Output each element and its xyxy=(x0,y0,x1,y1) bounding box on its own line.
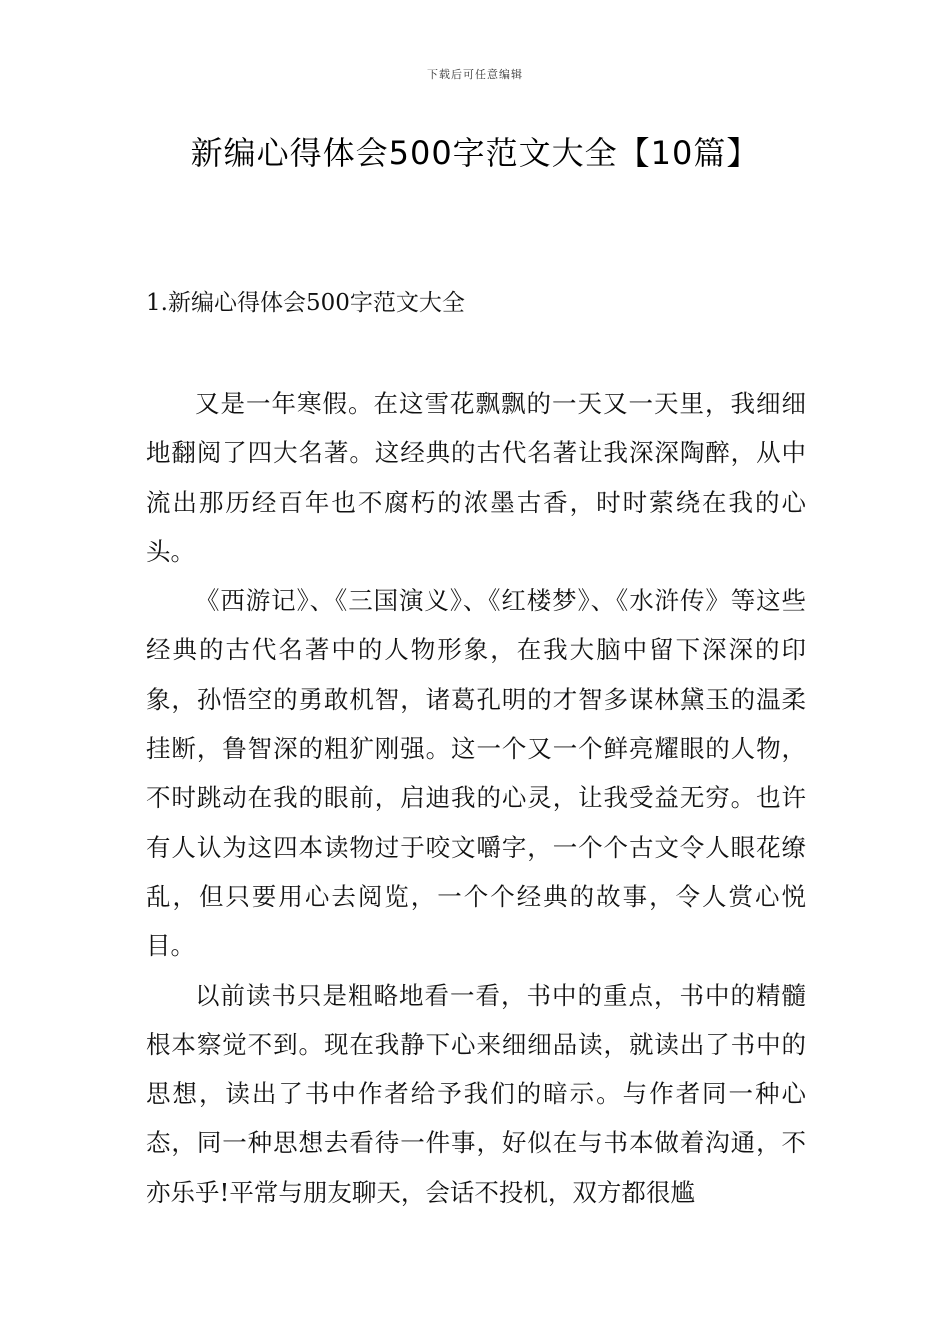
section-body xyxy=(146,379,806,1217)
paragraph: 又是一年寒假。在这雪花飘飘的一天又一天里，我细细地翻阅了四大名著。这经典的古代名著让我深深陶醉，从中流出那历经百年也不腐朽的浓墨古香，时时萦绕在我的心头。 xyxy=(146,389,806,566)
header-note: 下载后可任意编辑 xyxy=(427,68,523,81)
section-heading: 1.新编心得体会500字范文大全 xyxy=(146,290,465,316)
paragraph: 以前读书只是粗略地看一看，书中的重点，书中的精髓根本察觉不到。现在我静下心来细细品读，就读出了书中的思想，读出了书中作者给予我们的暗示。与作者同一种心态，同一种思想去看待一件事，好似在与书本做着沟通，不亦乐乎!平常与朋友聊天，会话不投机，双方都很尴 xyxy=(146,980,806,1207)
paragraph: 《西游记》、《三国演义》、《红楼梦》、《水浒传》等这些经典的古代名著中的人物形象，在我大脑中留下深深的印象，孙悟空的勇敢机智，诸葛孔明的才智多谋林黛玉的温柔挂断，鲁智深的粗犷刚强。这一个又一个鲜亮耀眼的人物，不时跳动在我的眼前，启迪我的心灵，让我受益无穷。也许有人认为这四本读物过于咬文嚼字，一个个古文令人眼花缭乱，但只要用心去阅览，一个个经典的故事，令人赏心悦目。 xyxy=(146,586,806,961)
document-title: 新编心得体会500字范文大全【10篇】 xyxy=(190,134,760,172)
